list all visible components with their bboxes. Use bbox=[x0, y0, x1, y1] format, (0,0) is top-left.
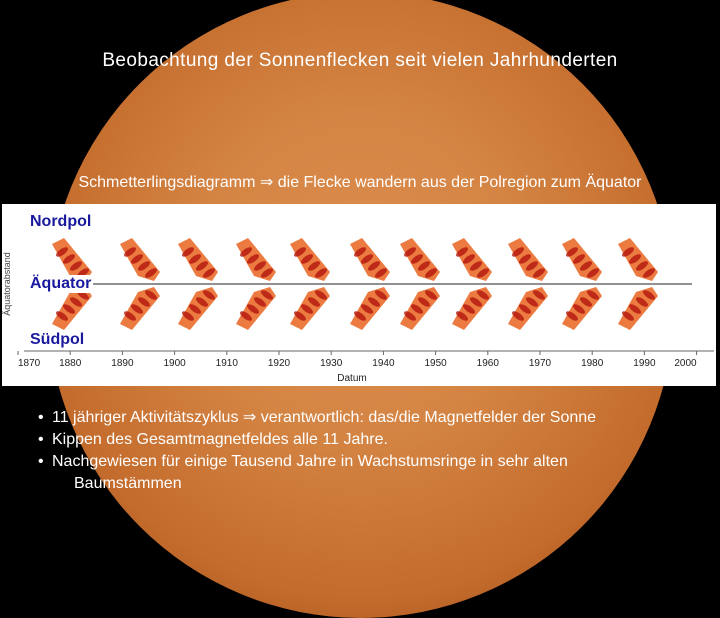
butterfly-diagram bbox=[2, 204, 716, 386]
north-pole-label: Nordpol bbox=[30, 213, 92, 230]
x-tick-label: 1930 bbox=[320, 358, 343, 369]
north-wing bbox=[562, 238, 602, 281]
bullet-continuation: Baumstämmen bbox=[74, 475, 182, 492]
bullet-dot: • bbox=[38, 453, 44, 470]
south-wing bbox=[508, 287, 548, 330]
south-wing bbox=[120, 287, 160, 330]
bullet-item bbox=[38, 429, 698, 451]
x-tick-label: 1920 bbox=[267, 358, 291, 369]
bullet-item bbox=[38, 451, 698, 473]
north-wing bbox=[400, 238, 440, 281]
south-wing bbox=[452, 287, 492, 330]
bullet-dot: • bbox=[38, 409, 44, 426]
x-tick-label: 1880 bbox=[59, 358, 82, 369]
south-wing bbox=[562, 287, 602, 330]
north-wing bbox=[452, 238, 492, 281]
south-wing bbox=[618, 287, 658, 330]
y-axis-label: Äquatorabstand bbox=[2, 252, 12, 316]
x-tick-label: 1990 bbox=[633, 358, 656, 369]
equator-label: Äquator bbox=[30, 275, 92, 292]
south-wing bbox=[400, 287, 440, 330]
north-wing bbox=[178, 238, 218, 281]
x-axis-label: Datum bbox=[337, 373, 367, 384]
x-tick-label: 1960 bbox=[476, 358, 499, 369]
bullet-text: 11 jähriger Aktivitätszyklus ⇒ verantwortlich: das/die Magnetfelder der Sonne bbox=[52, 409, 597, 426]
x-tick-label: 1940 bbox=[372, 358, 395, 369]
x-tick-label: 1910 bbox=[215, 358, 238, 369]
x-axis-ticks bbox=[18, 351, 697, 369]
x-tick-label: 1890 bbox=[111, 358, 134, 369]
butterfly-diagram-svg bbox=[2, 204, 716, 386]
x-tick-label: 2000 bbox=[674, 358, 697, 369]
page-title: Beobachtung der Sonnenflecken seit vielen Jahrhunderten bbox=[102, 50, 618, 71]
bullet-text: Nachgewiesen für einige Tausend Jahre in Wachstumsringe in sehr alten bbox=[52, 453, 568, 470]
north-wing bbox=[236, 238, 276, 281]
x-tick-label: 1970 bbox=[528, 358, 552, 369]
south-wing bbox=[178, 287, 218, 330]
south-wing bbox=[236, 287, 276, 330]
north-wing bbox=[290, 238, 330, 281]
south-wing bbox=[290, 287, 330, 330]
north-wing bbox=[618, 238, 658, 281]
south-wing bbox=[52, 287, 92, 330]
south-pole-label: Südpol bbox=[30, 331, 85, 348]
north-wing bbox=[120, 238, 160, 281]
north-wing bbox=[350, 238, 390, 281]
north-wing bbox=[508, 238, 548, 281]
south-wing bbox=[350, 287, 390, 330]
x-tick-label: 1980 bbox=[581, 358, 604, 369]
diagram-caption: Schmetterlingsdiagramm ⇒ die Flecke wandern aus der Polregion zum Äquator bbox=[78, 174, 642, 191]
bullet-dot: • bbox=[38, 431, 44, 448]
bullet-text: Kippen des Gesamtmagnetfeldes alle 11 Jahre. bbox=[52, 431, 388, 448]
bullet-item bbox=[38, 407, 698, 429]
x-tick-label: 1870 bbox=[18, 358, 41, 369]
bullet-list bbox=[38, 407, 698, 495]
x-tick-label: 1950 bbox=[424, 358, 447, 369]
x-tick-label: 1900 bbox=[163, 358, 186, 369]
